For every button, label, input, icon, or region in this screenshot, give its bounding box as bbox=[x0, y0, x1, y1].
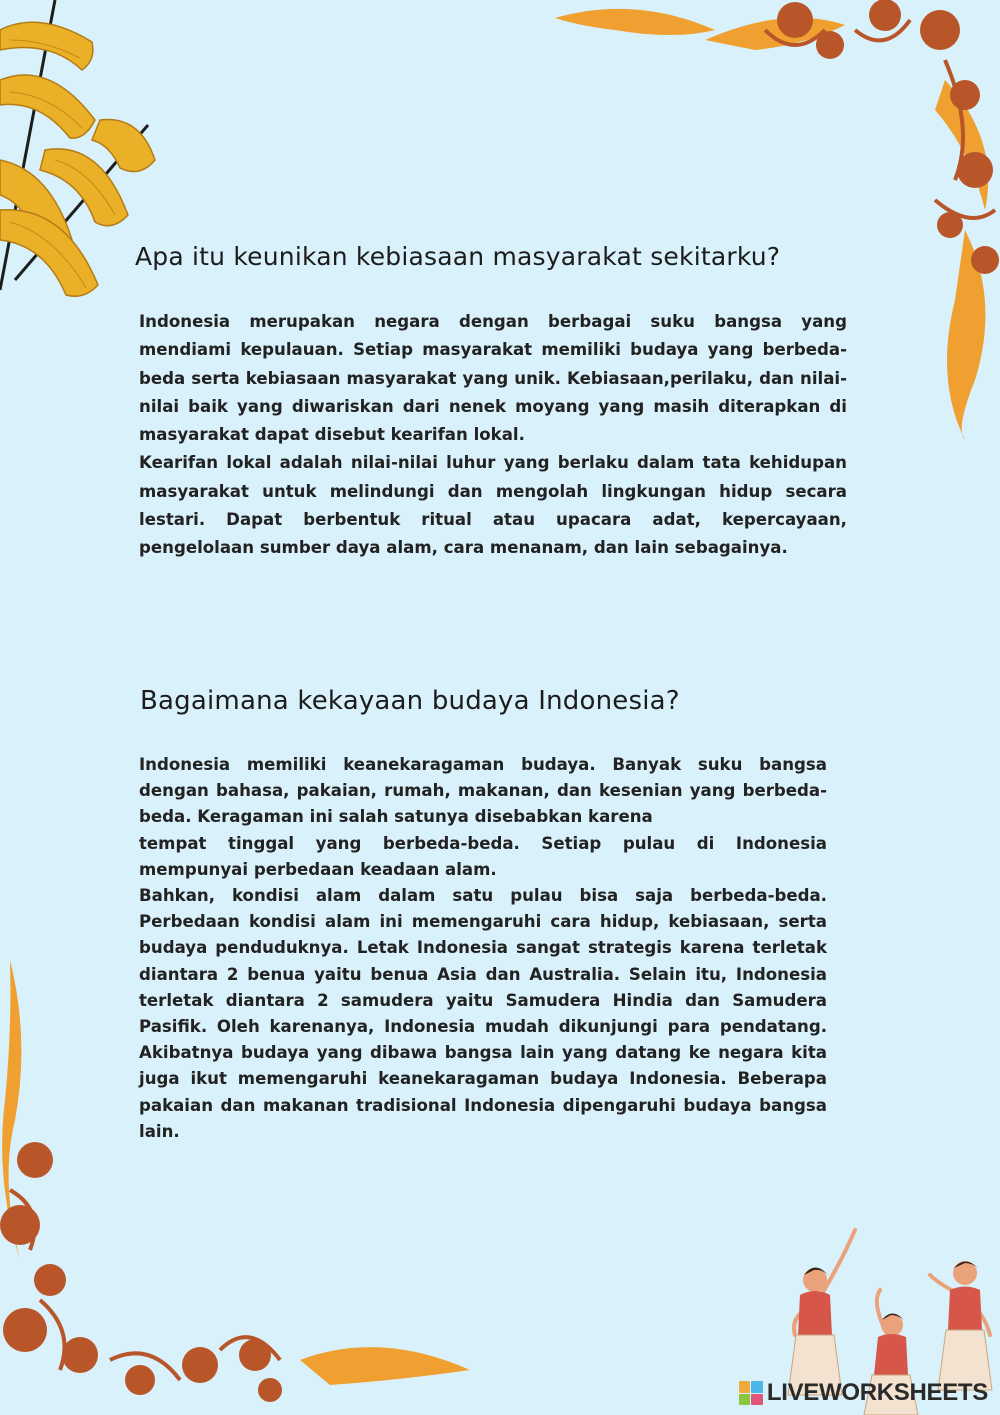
paragraph: tempat tinggal yang berbeda-beda. Setiap pulau di Indonesia mempunyai perbedaan keadaan alam. bbox=[139, 833, 827, 879]
logo-square bbox=[751, 1381, 763, 1393]
logo-square bbox=[739, 1381, 751, 1393]
logo-text: LIVEWORKSHEETS bbox=[766, 1379, 988, 1406]
section-heading-1: Apa itu keunikan kebiasaan masyarakat sekitarku? bbox=[135, 242, 781, 271]
paragraph: Kearifan lokal adalah nilai-nilai luhur yang berlaku dalam tata kehidupan masyarakat untuk melindungi dan mengolah lingkungan hidup secara lestari. Dapat berbentuk ritual atau upacara adat, kepercayaan, pengelolaan sumber daya alam, cara menanam, dan lain sebagainya. bbox=[139, 453, 847, 558]
paragraph: Bahkan, kondisi alam dalam satu pulau bisa saja berbeda-beda. Perbedaan kondisi alam ini memengaruhi cara hidup, kebiasaan, serta budaya penduduknya. Letak Indonesia sangat strategis karena terletak diantara 2 benua yaitu benua Asia dan Australia. Selain itu, Indonesia terletak diantara 2 samudera yaitu Samudera Hindia dan Samudera Pasifik. Oleh karenanya, Indonesia mudah dikunjungi para pendatang. Akibatnya budaya yang dibawa bangsa lain yang datang ke negara kita juga ikut memengaruhi keanekaragaman budaya Indonesia. Beberapa pakaian dan makanan tradisional Indonesia dipengaruhi budaya bangsa lain. bbox=[139, 886, 827, 1141]
section-body-2 bbox=[139, 752, 827, 1145]
paragraph: Indonesia memiliki keanekaragaman budaya. Banyak suku bangsa dengan bahasa, pakaian, rumah, makanan, dan kesenian yang berbeda-beda. Keragaman ini salah satunya disebabkan karena bbox=[139, 755, 827, 827]
logo-mark-icon bbox=[739, 1381, 763, 1405]
paragraph: Indonesia merupakan negara dengan berbagai suku bangsa yang mendiami kepulauan. Setiap masyarakat memiliki budaya yang berbeda-beda serta kebiasaan masyarakat yang unik. Kebiasaan,perilaku, dan nilai-nilai baik yang diwariskan dari nenek moyang yang masih diterapkan di masyarakat dapat disebut kearifan lokal. bbox=[139, 312, 847, 445]
liveworksheets-logo[interactable] bbox=[739, 1379, 988, 1407]
logo-square bbox=[739, 1394, 751, 1406]
section-heading-2: Bagaimana kekayaan budaya Indonesia? bbox=[140, 686, 680, 716]
section-body-1 bbox=[139, 308, 847, 563]
logo-square bbox=[751, 1394, 763, 1406]
